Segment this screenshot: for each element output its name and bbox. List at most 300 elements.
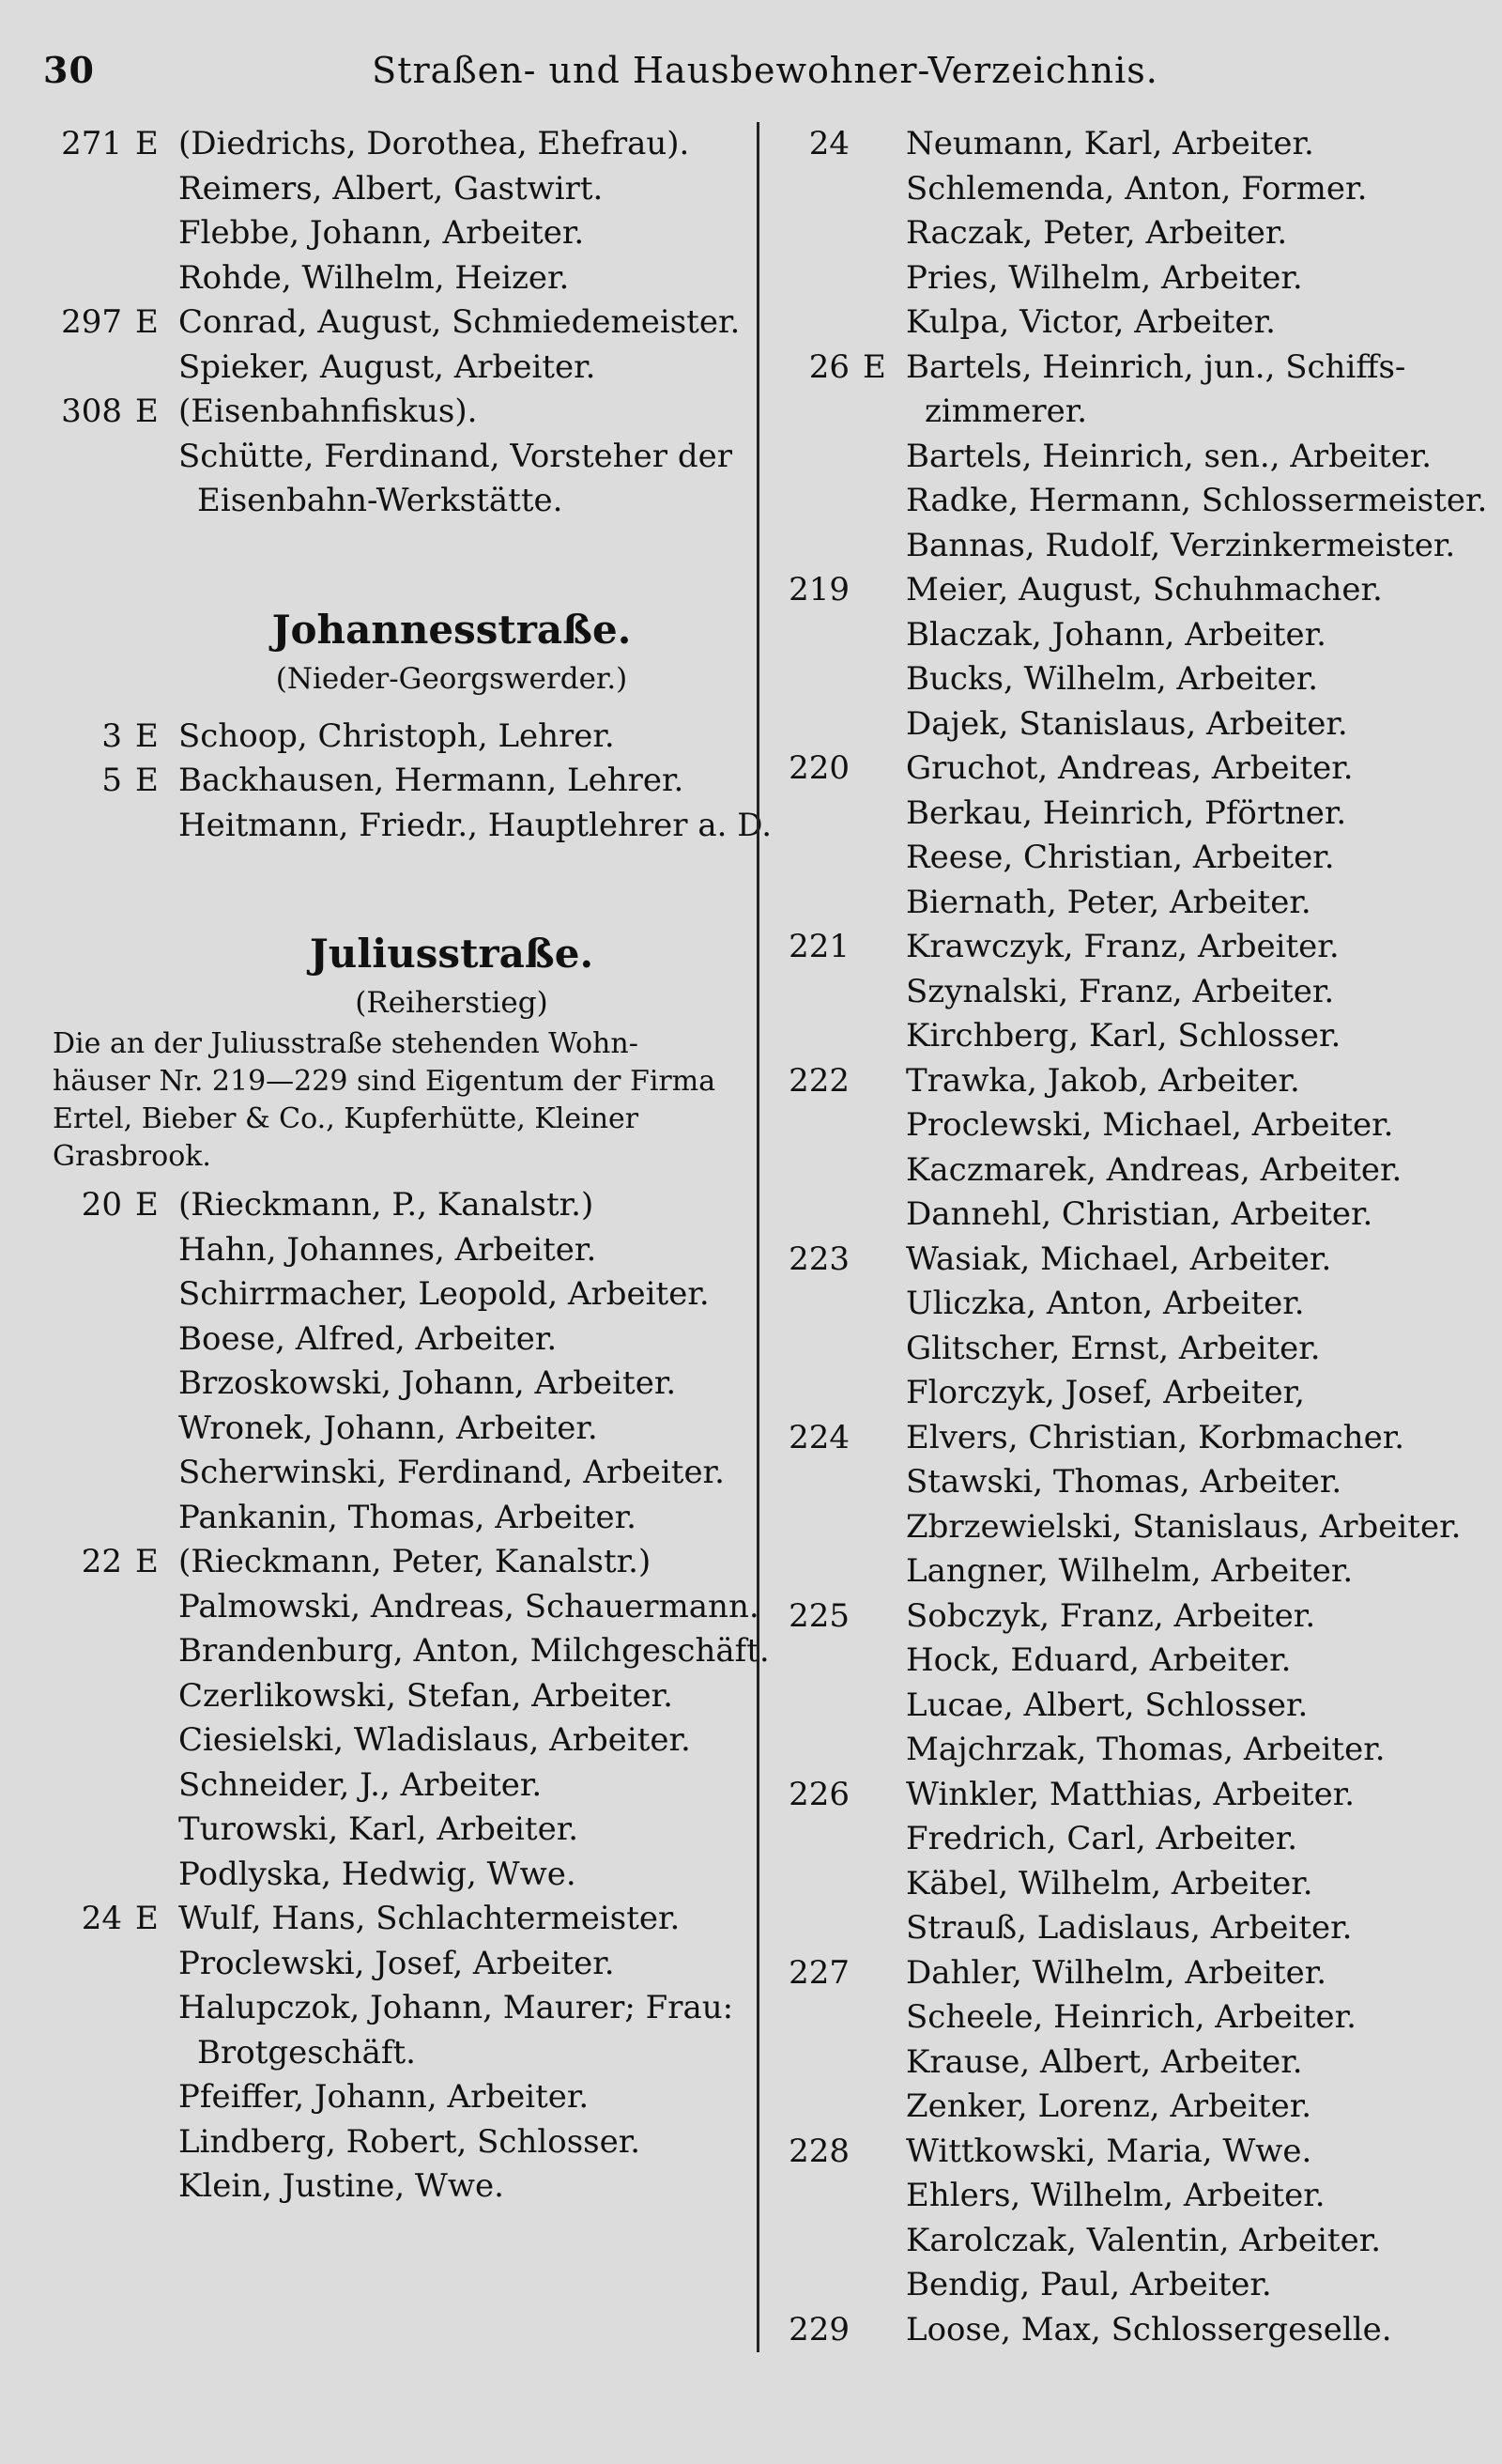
directory-entry: [771, 256, 1459, 301]
resident-entry: Pries, Wilhelm, Arbeiter.: [906, 258, 1303, 297]
resident-entry: Glitscher, Ernst, Arbeiter.: [906, 1329, 1321, 1367]
owner-mark: [863, 256, 906, 301]
directory-entry: [43, 2120, 747, 2165]
street-heading-johannesstrasse: Johannesstraße.: [271, 606, 632, 653]
resident-entry: Langner, Wilhelm, Arbeiter.: [906, 1552, 1354, 1590]
house-number: 22: [81, 1543, 122, 1580]
house-number: [771, 1817, 863, 1862]
house-number: 226: [789, 1775, 850, 1813]
resident-entry: Zenker, Lorenz, Arbeiter.: [906, 2087, 1312, 2125]
house-number: [771, 390, 863, 435]
directory-entry: [771, 1684, 1459, 1729]
owner-mark: [863, 1728, 906, 1773]
directory-entry: [43, 1362, 747, 1407]
owner-mark: [863, 122, 906, 167]
house-number: [43, 1317, 135, 1363]
owner-mark: [863, 1505, 906, 1550]
owner-mark: [135, 435, 178, 480]
house-number: [43, 1853, 135, 1898]
owner-mark: [863, 568, 906, 613]
resident-entry: Reese, Christian, Arbeiter.: [906, 839, 1335, 876]
resident-entry: Wittkowski, Maria, Wwe.: [906, 2132, 1312, 2170]
owner-mark: [135, 804, 178, 849]
house-number: 224: [789, 1418, 850, 1456]
street-district: (Nieder-Georgswerder.): [275, 661, 628, 696]
house-number: [43, 1496, 135, 1541]
directory-entry: [771, 836, 1459, 881]
owner-mark: [863, 836, 906, 881]
house-number: [43, 1272, 135, 1317]
house-number: [771, 1371, 863, 1416]
resident-entry: Turowski, Karl, Arbeiter.: [178, 1810, 579, 1848]
directory-entry: [771, 1817, 1459, 1862]
resident-entry: Proclewski, Michael, Arbeiter.: [906, 1106, 1394, 1144]
house-number: [43, 2031, 135, 2076]
owner-mark: [863, 970, 906, 1015]
resident-entry: Dajek, Stanislaus, Arbeiter.: [906, 704, 1348, 743]
house-number: [43, 2120, 135, 2165]
house-number: [771, 1862, 863, 1907]
directory-entry: [43, 1228, 747, 1273]
directory-entry: [771, 2263, 1459, 2308]
resident-entry: Raczak, Peter, Arbeiter.: [906, 214, 1288, 252]
directory-entry: [771, 1549, 1459, 1594]
owner-mark: [863, 1460, 906, 1505]
house-number: [771, 2174, 863, 2219]
resident-entry: Brandenburg, Anton, Milchgeschäft.: [178, 1632, 770, 1670]
owner-mark: [863, 390, 906, 435]
directory-entry: [771, 2219, 1459, 2264]
owner-mark: [135, 1496, 178, 1541]
owner-mark: [863, 1103, 906, 1148]
directory-entry: [771, 435, 1459, 480]
owner-mark: [863, 479, 906, 524]
directory-entry: [43, 1496, 747, 1541]
directory-entry: [771, 1728, 1459, 1773]
owner-mark: [135, 1674, 178, 1719]
resident-entry: Berkau, Heinrich, Pförtner.: [906, 793, 1347, 832]
owner-mark: [135, 1585, 178, 1630]
directory-entry: [771, 925, 1459, 970]
resident-entry: Wulf, Hans, Schlachtermeister.: [178, 1900, 681, 1937]
resident-entry: Eisenbahn-Werkstätte.: [197, 482, 563, 519]
house-number: [771, 1549, 863, 1594]
house-number: 24: [808, 125, 850, 162]
directory-entry: [771, 524, 1459, 569]
directory-entry: [771, 167, 1459, 212]
house-number: [771, 970, 863, 1015]
resident-entry: Schirrmacher, Leopold, Arbeiter.: [178, 1275, 710, 1313]
house-number: [43, 1362, 135, 1407]
directory-entry: [771, 2040, 1459, 2086]
house-number: [771, 2263, 863, 2308]
directory-entry: [43, 346, 747, 391]
owner-mark: [863, 1639, 906, 1684]
directory-entry: [771, 2174, 1459, 2219]
directory-entry: [43, 2075, 747, 2120]
directory-entry: [771, 1995, 1459, 2040]
owner-mark: [863, 1951, 906, 1996]
directory-entry: [771, 1416, 1459, 1461]
house-number: [771, 792, 863, 837]
resident-entry: Schoop, Christoph, Lehrer.: [178, 716, 615, 755]
house-number: 271: [61, 125, 122, 162]
owner-mark: [863, 747, 906, 792]
owner-mark: [863, 300, 906, 346]
house-number: [43, 2164, 135, 2210]
resident-entry: Proclewski, Josef, Arbeiter.: [178, 1944, 615, 1982]
resident-entry: Florczyk, Josef, Arbeiter,: [906, 1374, 1305, 1411]
directory-entry: [771, 390, 1459, 435]
owner-mark: [863, 1684, 906, 1729]
owner-mark: E: [135, 1543, 159, 1580]
owner-mark: [863, 1906, 906, 1951]
resident-entry: (Rieckmann, P., Kanalstr.): [178, 1186, 594, 1224]
directory-entry: [43, 2031, 747, 2076]
directory-entry: [43, 1317, 747, 1363]
directory-entry: [771, 1193, 1459, 1238]
house-number: 223: [789, 1240, 850, 1278]
owner-mark: [135, 1451, 178, 1496]
resident-entry: Reimers, Albert, Gastwirt.: [178, 169, 604, 208]
resident-entry: Scherwinski, Ferdinand, Arbeiter.: [178, 1454, 725, 1491]
owner-mark: [135, 1317, 178, 1363]
resident-entry: Bannas, Rudolf, Verzinkermeister.: [906, 526, 1456, 564]
resident-entry: (Diedrichs, Dorothea, Ehefrau).: [178, 125, 690, 162]
resident-entry: Blaczak, Johann, Arbeiter.: [906, 615, 1326, 654]
resident-entry: Lucae, Albert, Schlosser.: [906, 1686, 1309, 1724]
owner-mark: [863, 211, 906, 256]
owner-mark: [863, 2308, 906, 2353]
directory-entry: [43, 479, 747, 524]
owner-mark: [863, 1282, 906, 1327]
directory-entry: [771, 1773, 1459, 1818]
resident-entry: Brotgeschäft.: [197, 2033, 416, 2071]
directory-entry: [771, 122, 1459, 167]
resident-entry: Radke, Hermann, Schlossermeister.: [906, 482, 1488, 519]
directory-entry: [43, 804, 773, 849]
resident-entry: Bartels, Heinrich, jun., Schiffs-: [906, 347, 1406, 386]
house-number: 221: [789, 928, 850, 965]
house-number: [771, 1684, 863, 1729]
resident-entry: Käbel, Wilhelm, Arbeiter.: [906, 1864, 1313, 1902]
owner-mark: [863, 1014, 906, 1059]
directory-entry: [43, 759, 747, 804]
directory-entry: [43, 211, 747, 256]
directory-entry: [771, 1906, 1459, 1951]
directory-entry: [771, 2308, 1459, 2353]
house-number: [43, 1451, 135, 1496]
directory-entry: [771, 1148, 1459, 1194]
house-number: [43, 2075, 135, 2120]
house-number: [771, 881, 863, 926]
house-number: [771, 1639, 863, 1684]
resident-entry: Rohde, Wilhelm, Heizer.: [178, 258, 570, 297]
house-number: [771, 1193, 863, 1238]
owner-mark: [135, 2120, 178, 2165]
house-number: 220: [789, 749, 850, 787]
directory-entry: [43, 1272, 747, 1317]
owner-mark: [863, 657, 906, 702]
house-number: [771, 524, 863, 569]
directory-entry: [771, 479, 1488, 524]
resident-entry: Pfeiffer, Johann, Arbeiter.: [178, 2078, 590, 2116]
house-number: [771, 657, 863, 702]
left-column: [43, 122, 773, 2352]
note-line: Grasbrook.: [53, 1140, 211, 1173]
directory-entry: [43, 256, 747, 301]
owner-mark: E: [135, 1186, 159, 1224]
resident-entry: Kulpa, Victor, Arbeiter.: [906, 303, 1276, 341]
owner-mark: [135, 2164, 178, 2210]
resident-entry: Karolczak, Valentin, Arbeiter.: [906, 2221, 1382, 2259]
directory-entry: [43, 435, 747, 480]
owner-mark: E: [135, 125, 159, 162]
directory-entry: [771, 1327, 1459, 1372]
owner-mark: [863, 2219, 906, 2264]
directory-entry: [43, 122, 747, 167]
owner-mark: [863, 1549, 906, 1594]
directory-entry: [771, 1594, 1459, 1640]
owner-mark: [863, 1995, 906, 2040]
resident-entry: Fredrich, Carl, Arbeiter.: [906, 1820, 1298, 1857]
owner-mark: [863, 2263, 906, 2308]
resident-entry: Conrad, August, Schmiedemeister.: [178, 303, 741, 341]
owner-mark: [135, 167, 178, 212]
owner-mark: [863, 167, 906, 212]
house-number: [43, 435, 135, 480]
house-number: [43, 1986, 135, 2031]
house-number: [771, 1282, 863, 1327]
house-number: [43, 167, 135, 212]
directory-entry: [771, 1862, 1459, 1907]
street-heading-juliusstrasse: Juliusstraße.: [309, 931, 594, 977]
owner-mark: [863, 1416, 906, 1461]
owner-mark: E: [135, 303, 159, 341]
directory-entry: [771, 1103, 1459, 1148]
house-number: [771, 613, 863, 658]
house-number: [43, 804, 135, 849]
resident-entry: Bucks, Wilhelm, Arbeiter.: [906, 660, 1319, 698]
resident-entry: zimmerer.: [925, 393, 1088, 430]
directory-entry: [43, 1897, 747, 1942]
page-number: 30: [43, 49, 95, 91]
house-number: [771, 1148, 863, 1194]
directory-entry: [771, 657, 1459, 702]
entry-list-block1: [43, 122, 747, 524]
house-number: [771, 1995, 863, 2040]
owner-mark: E: [135, 1900, 159, 1937]
house-number: [771, 1460, 863, 1505]
resident-entry: Majchrzak, Thomas, Arbeiter.: [906, 1731, 1386, 1768]
owner-mark: [135, 479, 178, 524]
house-number: [43, 1407, 135, 1452]
house-number: 219: [789, 571, 850, 608]
owner-mark: [863, 1817, 906, 1862]
note-line: Die an der Juliusstraße stehenden Wohn-: [53, 1027, 638, 1060]
house-number: 297: [61, 303, 122, 341]
resident-entry: (Rieckmann, Peter, Kanalstr.): [178, 1543, 651, 1580]
owner-mark: [863, 1773, 906, 1818]
house-number: 227: [789, 1953, 850, 1992]
owner-mark: [135, 1228, 178, 1273]
directory-entry: [771, 747, 1459, 792]
directory-entry: [43, 1674, 747, 1719]
owner-mark: [863, 2040, 906, 2086]
directory-entry: [43, 1585, 759, 1630]
resident-entry: (Eisenbahnfiskus).: [178, 393, 478, 430]
resident-entry: Hahn, Johannes, Arbeiter.: [178, 1230, 597, 1269]
resident-entry: Elvers, Christian, Korbmacher.: [906, 1418, 1405, 1456]
directory-entry: [771, 2085, 1459, 2130]
resident-entry: Klein, Justine, Wwe.: [178, 2167, 504, 2205]
resident-entry: Krawczyk, Franz, Arbeiter.: [906, 928, 1340, 965]
owner-mark: [863, 524, 906, 569]
owner-mark: E: [135, 393, 159, 430]
directory-entry: [43, 1451, 747, 1496]
house-number: [771, 1014, 863, 1059]
house-number: 228: [789, 2132, 850, 2170]
house-number: 3: [101, 716, 122, 755]
directory-entry: [771, 1951, 1459, 1996]
owner-mark: [863, 702, 906, 747]
owner-mark: E: [863, 347, 886, 386]
resident-entry: Ciesielski, Wladislaus, Arbeiter.: [178, 1721, 691, 1759]
resident-entry: Halupczok, Johann, Maurer; Frau:: [178, 1989, 734, 2026]
owner-mark: [135, 2075, 178, 2120]
entry-list-right: [771, 122, 1488, 2352]
directory-entry: [771, 702, 1459, 747]
resident-entry: Dannehl, Christian, Arbeiter.: [906, 1195, 1373, 1233]
directory-entry: [771, 1238, 1459, 1283]
house-number: [771, 702, 863, 747]
house-number: [771, 1728, 863, 1773]
resident-entry: Schneider, J., Arbeiter.: [178, 1765, 543, 1804]
owner-mark: [863, 1371, 906, 1416]
house-number: [43, 346, 135, 391]
owner-mark: [135, 2031, 178, 2076]
owner-mark: [863, 435, 906, 480]
resident-entry: Lindberg, Robert, Schlosser.: [178, 2122, 641, 2161]
directory-entry: [43, 1853, 747, 1898]
owner-mark: [135, 1629, 178, 1674]
house-number: [771, 211, 863, 256]
directory-entry: [43, 1986, 747, 2031]
house-number: [43, 1763, 135, 1809]
directory-entry: [771, 613, 1459, 658]
resident-entry: Szynalski, Franz, Arbeiter.: [906, 972, 1335, 1010]
resident-entry: Schlemenda, Anton, Former.: [906, 169, 1368, 208]
resident-entry: Spieker, August, Arbeiter.: [178, 347, 596, 386]
resident-entry: Pankanin, Thomas, Arbeiter.: [178, 1498, 636, 1536]
resident-entry: Schütte, Ferdinand, Vorsteher der: [178, 437, 732, 475]
resident-entry: Stawski, Thomas, Arbeiter.: [906, 1463, 1342, 1501]
owner-mark: [863, 792, 906, 837]
house-number: [771, 836, 863, 881]
resident-entry: Scheele, Heinrich, Arbeiter.: [906, 1998, 1356, 2036]
house-number: 26: [808, 347, 850, 386]
directory-entry: [771, 300, 1459, 346]
owner-mark: [135, 1853, 178, 1898]
resident-entry: Flebbe, Johann, Arbeiter.: [178, 214, 585, 252]
resident-entry: Meier, August, Schuhmacher.: [906, 571, 1383, 608]
house-number: [771, 1906, 863, 1951]
directory-entry: [43, 1629, 770, 1674]
columns: [43, 122, 1488, 2352]
resident-entry: Biernath, Peter, Arbeiter.: [906, 883, 1311, 921]
resident-entry: Strauß, Ladislaus, Arbeiter.: [906, 1909, 1353, 1947]
resident-entry: Wasiak, Michael, Arbeiter.: [906, 1240, 1332, 1278]
resident-entry: Bendig, Paul, Arbeiter.: [906, 2266, 1272, 2303]
owner-mark: [863, 1059, 906, 1104]
resident-entry: Uliczka, Anton, Arbeiter.: [906, 1285, 1305, 1322]
house-number: 225: [789, 1596, 850, 1635]
owner-mark: E: [135, 716, 159, 755]
owner-mark: E: [135, 762, 159, 799]
resident-entry: Krause, Albert, Arbeiter.: [906, 2042, 1303, 2081]
owner-mark: [135, 1942, 178, 1987]
owner-mark: [863, 1238, 906, 1283]
page-header: [43, 49, 1459, 98]
house-number: [43, 1228, 135, 1273]
house-number: [771, 2085, 863, 2130]
directory-entry: [43, 1183, 747, 1228]
directory-entry: [43, 1718, 747, 1763]
directory-entry: [43, 167, 747, 212]
resident-entry: Kaczmarek, Andreas, Arbeiter.: [906, 1150, 1402, 1189]
owner-mark: [863, 881, 906, 926]
directory-entry: [771, 970, 1459, 1015]
ownership-note: [43, 1025, 747, 1176]
owner-mark: [863, 2085, 906, 2130]
directory-entry: [43, 1763, 747, 1809]
owner-mark: [135, 211, 178, 256]
resident-entry: Heitmann, Friedr., Hauptlehrer a. D.: [178, 806, 773, 844]
directory-entry: [771, 211, 1459, 256]
house-number: [43, 1674, 135, 1719]
resident-entry: Palmowski, Andreas, Schauermann.: [178, 1587, 759, 1625]
directory-entry: [771, 1059, 1459, 1104]
owner-mark: [135, 1362, 178, 1407]
house-number: [771, 2219, 863, 2264]
house-number: [43, 1585, 135, 1630]
house-number: [43, 1718, 135, 1763]
resident-entry: Wronek, Johann, Arbeiter.: [178, 1409, 598, 1447]
resident-entry: Hock, Eduard, Arbeiter.: [906, 1641, 1292, 1679]
house-number: 229: [789, 2310, 850, 2348]
directory-entry: [43, 2164, 747, 2210]
house-number: [771, 256, 863, 301]
owner-mark: [135, 1808, 178, 1853]
directory-entry: [43, 715, 747, 760]
owner-mark: [135, 1407, 178, 1452]
owner-mark: [863, 1594, 906, 1640]
owner-mark: [863, 925, 906, 970]
directory-entry: [771, 1371, 1459, 1416]
house-number: [43, 1629, 135, 1674]
house-number: [771, 300, 863, 346]
directory-entry: [43, 1407, 747, 1452]
directory-entry: [771, 1460, 1459, 1505]
directory-entry: [771, 792, 1459, 837]
house-number: [771, 1327, 863, 1372]
house-number: 20: [81, 1186, 122, 1224]
owner-mark: [863, 2174, 906, 2219]
owner-mark: [135, 1763, 178, 1809]
resident-entry: Loose, Max, Schlossergeselle.: [906, 2310, 1392, 2348]
resident-entry: Kirchberg, Karl, Schlosser.: [906, 1017, 1341, 1055]
owner-mark: [135, 1718, 178, 1763]
